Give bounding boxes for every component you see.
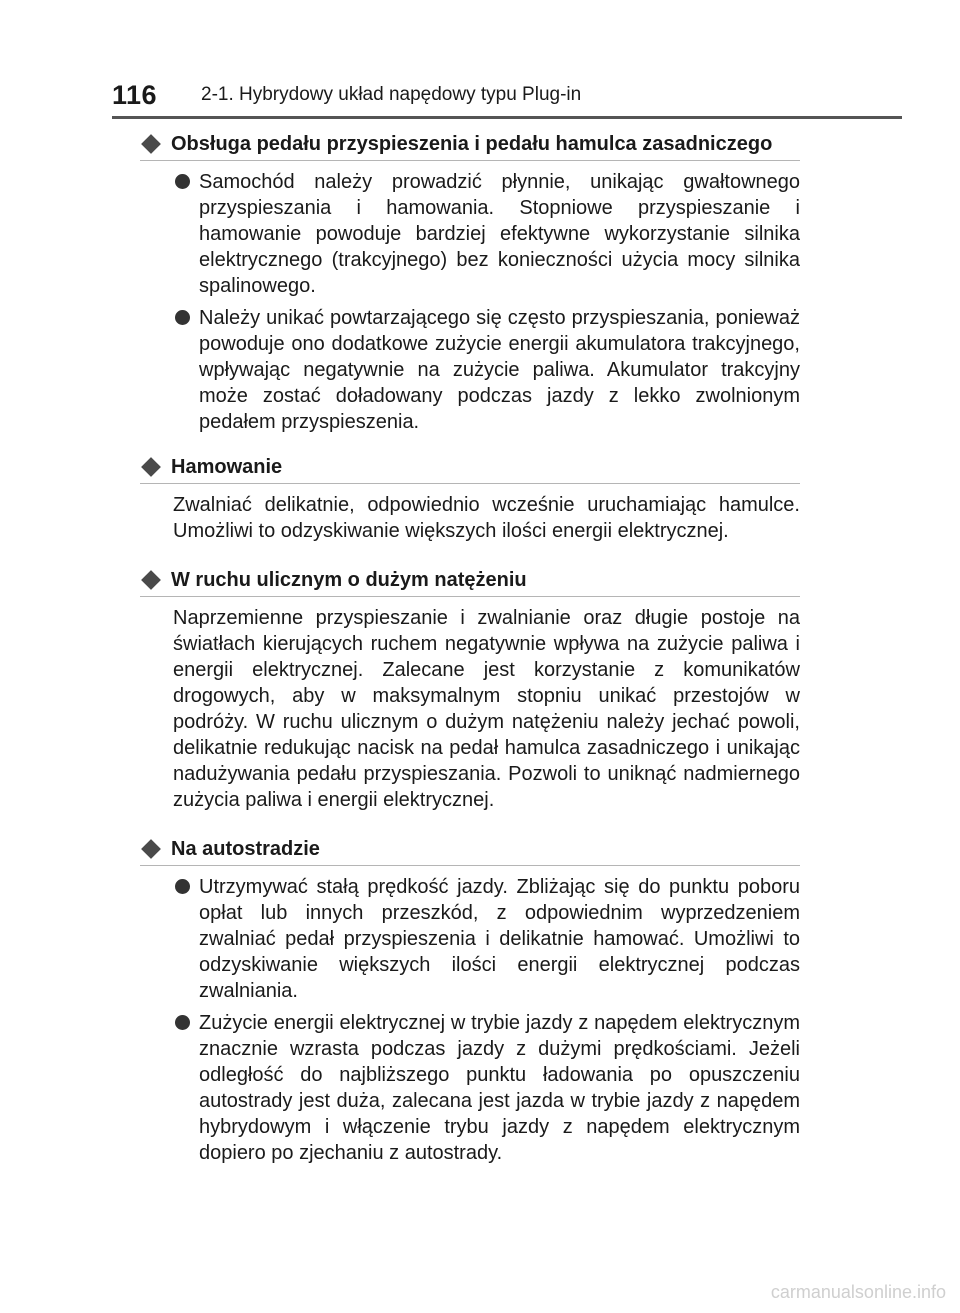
page-header	[112, 80, 902, 120]
bullet-text: Samochód należy prowadzić płynnie, unikając gwałtownego przyspieszania i hamowania. Stopniowe przyspieszanie i hamowanie powoduje bardziej efektywne wykorzystanie silnika elektrycznego (trakcyjnego) bez konieczności użycia mocy silnika spalinowego.	[199, 171, 800, 297]
section-heading	[140, 564, 800, 597]
bullet-text: Utrzymywać stałą prędkość jazdy. Zbliżając się do punktu poboru opłat lub innych przeszkód, z odpowiednim wyprzedzeniem zwalniać pedał przyspieszenia i delikatnie hamować. Umożliwi to odzyskiwanie większych ilości energii elektrycznej podczas zwalniania.	[199, 876, 800, 1002]
section-heading	[140, 451, 800, 484]
diamond-bullet-icon	[141, 839, 161, 859]
bullet-text: Zużycie energii elektrycznej w trybie jazdy z napędem elektrycznym znacznie wzrasta podczas jazdy z dużymi prędkościami. Jeżeli odległość do najbliższego punktu ładowania po opuszczeniu autostrady jest duża, zalecana jest jazda w trybie jazdy z napędem hybrydowym i włączenie trybu jazdy z napędem elektrycznym dopiero po zjechaniu z autostrady.	[199, 1012, 800, 1164]
section-heading-text: Hamowanie	[171, 455, 283, 478]
bullet-item	[173, 874, 800, 1004]
watermark: carmanualsonline.info	[770, 1282, 946, 1302]
diamond-bullet-icon	[141, 457, 161, 477]
diamond-bullet-icon	[141, 570, 161, 590]
section-paragraph: Zwalniać delikatnie, odpowiednio wcześnie uruchamiając hamulce. Umożliwi to odzyskiwanie większych ilości energii elektrycznej.	[173, 494, 800, 542]
section-heading	[140, 128, 800, 161]
section-braking	[140, 451, 800, 544]
section-heading-text: Na autostradzie	[171, 837, 320, 860]
section-paragraph: Naprzemienne przyspieszanie i zwalnianie oraz długie postoje na światłach kierujących ruchem negatywnie wpływa na zużycie paliwa i energii elektrycznej. Zalecane jest korzystanie z komunikatów drogowych, aby w maksymalnym stopniu unikać przestojów w podróży. W ruchu ulicznym o dużym natężeniu należy jechać powoli, delikatnie redukując nacisk na pedał hamulca zasadniczego i unikając nadużywania pedału przyspieszania. Pozwoli to uniknąć nadmiernego zużycia paliwa i energii elektrycznej.	[173, 607, 800, 811]
diamond-bullet-icon	[141, 134, 161, 154]
circle-bullet-icon	[175, 174, 190, 189]
page-number: 116	[112, 80, 158, 110]
section-highway	[140, 833, 800, 1166]
bullet-item	[173, 169, 800, 299]
chapter-title: 2-1. Hybrydowy układ napędowy typu Plug-in	[201, 84, 582, 105]
section-heading	[140, 833, 800, 866]
bullet-item	[173, 1010, 800, 1166]
circle-bullet-icon	[175, 310, 190, 325]
section-heading-text: W ruchu ulicznym o dużym natężeniu	[171, 568, 527, 591]
bullet-item	[173, 305, 800, 435]
bullet-text: Należy unikać powtarzającego się często przyspieszania, ponieważ powoduje ono dodatkowe zużycie energii akumulatora trakcyjnego, wpływając negatywnie na zużycie paliwa. Akumulator trakcyjny może zostać doładowany podczas jazdy z lekko zwolnionym pedałem przyspieszenia.	[199, 307, 800, 433]
section-heavy-traffic	[140, 564, 800, 813]
page-content	[140, 128, 800, 1172]
section-heading-text: Obsługa pedału przyspieszenia i pedału hamulca zasadniczego	[171, 132, 773, 155]
circle-bullet-icon	[175, 1015, 190, 1030]
section-pedals	[140, 128, 800, 435]
header-divider	[112, 116, 902, 119]
circle-bullet-icon	[175, 879, 190, 894]
